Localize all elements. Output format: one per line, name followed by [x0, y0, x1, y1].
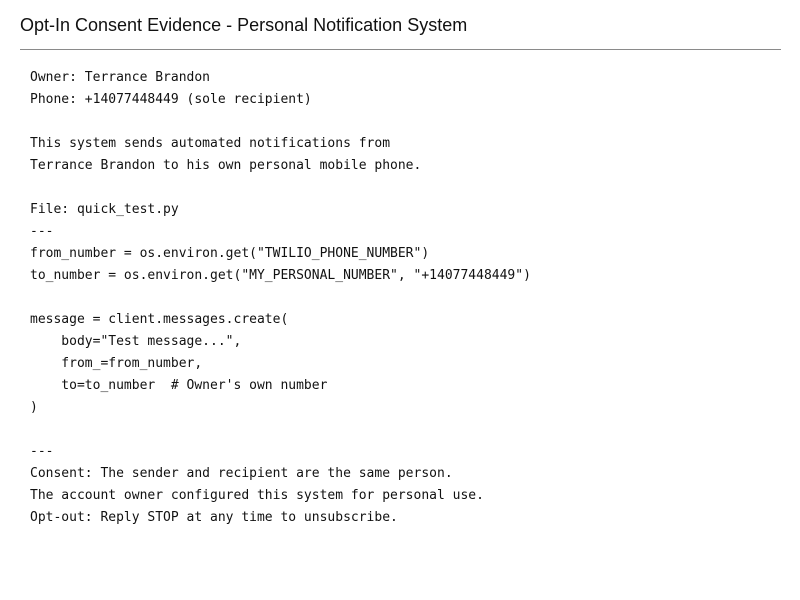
document-body — [30, 67, 531, 529]
owner-line: Owner: Terrance Brandon — [30, 70, 211, 85]
description-line: This system sends automated notifications from — [30, 136, 391, 151]
code-line: from_=from_number, — [30, 356, 203, 371]
separator-line: --- — [30, 224, 54, 239]
consent-line: The account owner configured this system for personal use. — [30, 488, 484, 503]
code-line: to=to_number # Owner's own number — [30, 378, 328, 393]
code-line: body="Test message...", — [30, 334, 242, 349]
blank-line — [30, 419, 531, 441]
phone-line: Phone: +14077448449 (sole recipient) — [30, 92, 312, 107]
blank-line — [30, 177, 531, 199]
title-divider — [20, 49, 781, 50]
consent-line: Consent: The sender and recipient are the same person. — [30, 466, 453, 481]
blank-line — [30, 111, 531, 133]
file-label-line: File: quick_test.py — [30, 202, 179, 217]
description-line: Terrance Brandon to his own personal mobile phone. — [30, 158, 422, 173]
code-line: to_number = os.environ.get("MY_PERSONAL_NUMBER", "+14077448449") — [30, 268, 531, 283]
code-line: from_number = os.environ.get("TWILIO_PHONE_NUMBER") — [30, 246, 430, 261]
opt-out-line: Opt-out: Reply STOP at any time to unsubscribe. — [30, 510, 398, 525]
blank-line — [30, 287, 531, 309]
separator-line: --- — [30, 444, 54, 459]
code-line: ) — [30, 400, 38, 415]
code-line: message = client.messages.create( — [30, 312, 289, 327]
page-title: Opt-In Consent Evidence - Personal Notification System — [20, 15, 468, 35]
